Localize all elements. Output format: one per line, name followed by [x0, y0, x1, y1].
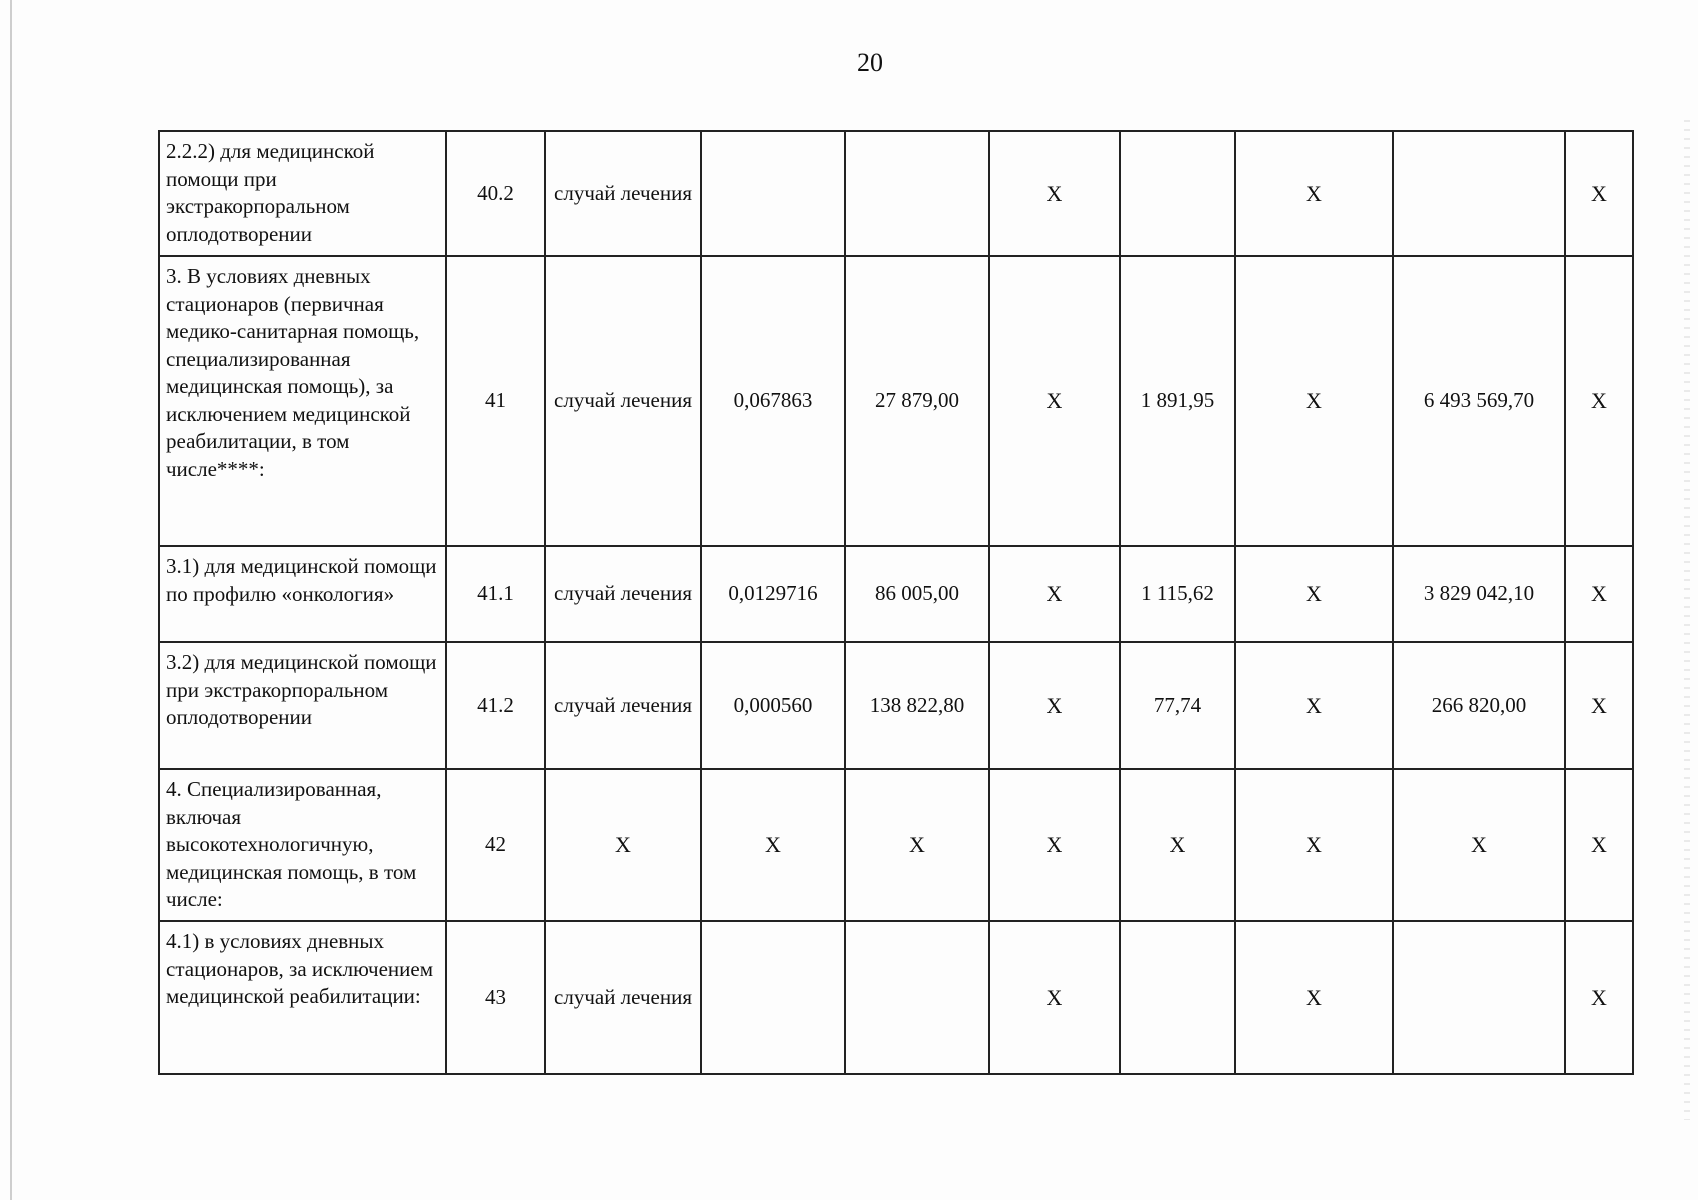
value-cell	[701, 921, 845, 1074]
row-name: 2.2.2) для медицинской помощи при экстракорпоральном оплодотворении	[159, 131, 446, 256]
row-name: 3.1) для медицинской помощи по профилю «онкология»	[159, 546, 446, 642]
table-row	[159, 642, 1633, 769]
unit-cell: случай лечения	[545, 642, 701, 769]
value-cell: 1 115,62	[1120, 546, 1235, 642]
value-cell: Х	[545, 769, 701, 921]
value-cell: 6 493 569,70	[1393, 256, 1565, 546]
table-row	[159, 131, 1633, 256]
row-code: 41	[446, 256, 545, 546]
row-name: 3. В условиях дневных стационаров (первичная медико-санитарная помощь, специализированная медицинская помощь), за исключением медицинской реабилитации, в том числе****:	[159, 256, 446, 546]
value-cell	[1393, 131, 1565, 256]
value-cell: 27 879,00	[845, 256, 989, 546]
value-cell: 0,000560	[701, 642, 845, 769]
value-cell: Х	[989, 642, 1120, 769]
value-cell: Х	[1393, 769, 1565, 921]
table-row	[159, 546, 1633, 642]
value-cell: 138 822,80	[845, 642, 989, 769]
value-cell: 77,74	[1120, 642, 1235, 769]
data-table	[158, 130, 1634, 1075]
row-code: 43	[446, 921, 545, 1074]
value-cell: 266 820,00	[1393, 642, 1565, 769]
value-cell: Х	[1120, 769, 1235, 921]
value-cell: Х	[845, 769, 989, 921]
value-cell: Х	[1565, 769, 1633, 921]
value-cell: 0,0129716	[701, 546, 845, 642]
value-cell: Х	[1565, 256, 1633, 546]
value-cell	[1120, 921, 1235, 1074]
row-code: 41.2	[446, 642, 545, 769]
unit-cell: случай лечения	[545, 256, 701, 546]
value-cell: 1 891,95	[1120, 256, 1235, 546]
value-cell: Х	[989, 769, 1120, 921]
value-cell: Х	[989, 256, 1120, 546]
value-cell: Х	[1235, 546, 1393, 642]
unit-cell: случай лечения	[545, 921, 701, 1074]
value-cell: Х	[701, 769, 845, 921]
value-cell: 3 829 042,10	[1393, 546, 1565, 642]
value-cell: Х	[1235, 769, 1393, 921]
unit-cell: случай лечения	[545, 546, 701, 642]
unit-cell: случай лечения	[545, 131, 701, 256]
value-cell: Х	[1565, 642, 1633, 769]
value-cell: Х	[989, 921, 1120, 1074]
value-cell: Х	[1565, 921, 1633, 1074]
value-cell: Х	[989, 131, 1120, 256]
value-cell: Х	[1565, 546, 1633, 642]
row-code: 42	[446, 769, 545, 921]
value-cell	[845, 921, 989, 1074]
value-cell	[701, 131, 845, 256]
value-cell: 0,067863	[701, 256, 845, 546]
value-cell: Х	[989, 546, 1120, 642]
value-cell	[845, 131, 989, 256]
value-cell: Х	[1235, 921, 1393, 1074]
table-row	[159, 256, 1633, 546]
table-row	[159, 769, 1633, 921]
row-code: 40.2	[446, 131, 545, 256]
row-code: 41.1	[446, 546, 545, 642]
scan-left-edge	[10, 0, 12, 1200]
row-name: 4.1) в условиях дневных стационаров, за исключением медицинской реабилитации:	[159, 921, 446, 1074]
row-name: 4. Специализированная, включая высокотехнологичную, медицинская помощь, в том числе:	[159, 769, 446, 921]
value-cell: Х	[1235, 131, 1393, 256]
value-cell: Х	[1565, 131, 1633, 256]
value-cell: 86 005,00	[845, 546, 989, 642]
page-number: 20	[857, 48, 883, 77]
value-cell: Х	[1235, 256, 1393, 546]
value-cell	[1393, 921, 1565, 1074]
value-cell: Х	[1235, 642, 1393, 769]
table-row	[159, 921, 1633, 1074]
row-name: 3.2) для медицинской помощи при экстракорпоральном оплодотворении	[159, 642, 446, 769]
scan-right-speckle	[1684, 120, 1690, 1120]
value-cell	[1120, 131, 1235, 256]
